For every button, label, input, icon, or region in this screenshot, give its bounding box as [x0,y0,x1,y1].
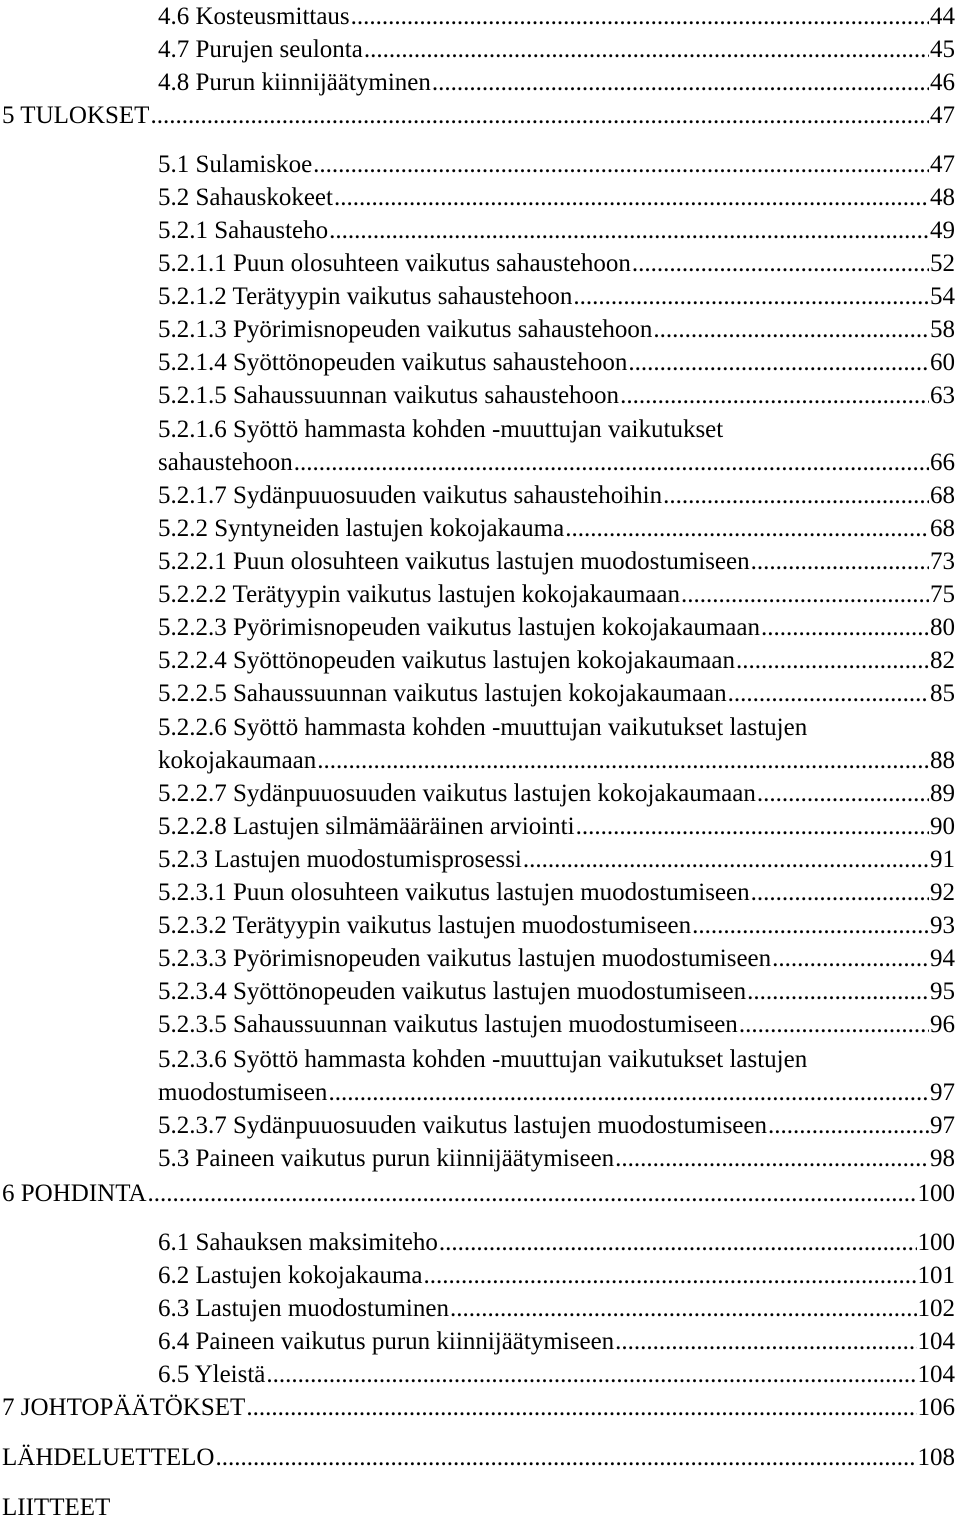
toc-entry-title: 6.5 Yleistä [158,1361,266,1388]
toc-page-number: 58 [930,316,955,343]
dot-leader [620,379,929,412]
toc-entry-title: 5.2.2.6 Syöttö hammasta kohden -muuttujan vaikutukset lastujen [158,714,808,741]
toc-section-entry[interactable] [158,611,955,644]
toc-entry-line [158,677,955,710]
toc-page-number: 89 [930,780,955,807]
toc-entry-title: 5.2.3 Lastujen muodostumisprosessi [158,846,522,873]
toc-entry-title: 6.3 Lastujen muodostuminen [158,1295,449,1322]
toc-page-number: 52 [930,250,955,277]
dot-leader [751,876,929,909]
toc-entry-title: 5.2.3.1 Puun olosuhteen vaikutus lastujen muodostumiseen [158,879,750,906]
toc-entry-line [158,1109,955,1142]
dot-leader [150,99,929,132]
dot-leader [751,545,929,578]
dot-leader [266,1358,916,1391]
toc-page-number: 108 [917,1444,955,1471]
toc-entry-line [158,0,955,33]
toc-section-entry[interactable] [158,876,955,909]
toc-entry-line [158,843,955,876]
toc-entry-line [158,909,955,942]
toc-entry-line [158,214,955,247]
toc-entry-title: 5.2.1.1 Puun olosuhteen vaikutus sahaustehoon [158,250,631,277]
toc-page-number: 85 [930,680,955,707]
toc-entry-title: 4.7 Purujen seulonta [158,36,363,63]
toc-entry-title: 5.2.2.4 Syöttönopeuden vaikutus lastujen kokojakaumaan [158,647,735,674]
toc-page-number: 92 [930,879,955,906]
toc-entry-line [158,1325,955,1358]
dot-leader [294,446,929,479]
toc-entry-title: 5.2.1 Sahausteho [158,217,329,244]
toc-section-entry[interactable] [158,909,955,942]
toc-entry-line [158,280,955,313]
toc-entry-line [158,1142,955,1175]
dot-leader [313,148,929,181]
dot-leader [246,1391,916,1424]
toc-entry-line [158,479,955,512]
toc-page-number: 88 [930,747,955,774]
toc-entry-title: 5.3 Paineen vaikutus purun kiinnijäätymiseen [158,1145,615,1172]
toc-section-entry[interactable] [158,644,955,677]
toc-section-entry[interactable] [158,1259,955,1292]
toc-page-number: 104 [917,1328,955,1355]
toc-entry-title: 6.2 Lastujen kokojakauma [158,1262,423,1289]
toc-chapter-entry[interactable] [2,1391,955,1424]
dot-leader [653,313,929,346]
dot-leader [663,479,929,512]
toc-section-entry[interactable] [158,181,955,214]
toc-entry-title: 5.2.3.7 Sydänpuuosuuden vaikutus lastujen muodostumiseen [158,1112,767,1139]
toc-page-number: 80 [930,614,955,641]
toc-entry-title: 5.2 Sahauskokeet [158,184,333,211]
dot-leader [615,1325,916,1358]
toc-entry-line [158,975,955,1008]
toc-section-entry[interactable] [158,247,955,280]
toc-entry-line [158,148,955,181]
toc-entry-title: 5.2.2.1 Puun olosuhteen vaikutus lastujen muodostumiseen [158,548,750,575]
toc-entry-line [2,1177,955,1210]
toc-entry-title: 5.1 Sulamiskoe [158,151,313,178]
toc-page-number: 95 [930,978,955,1005]
toc-entry-title: LÄHDELUETTELO [2,1444,215,1471]
toc-section-entry[interactable] [158,1292,955,1325]
toc-section-entry[interactable] [158,1358,955,1391]
dot-leader [432,66,929,99]
toc-entry-line [158,512,955,545]
toc-page-number: 60 [930,349,955,376]
toc-entry-line [158,379,955,412]
toc-entry-line [158,1226,955,1259]
toc-entry-title: 5.2.1.3 Pyörimisnopeuden vaikutus sahaustehoon [158,316,653,343]
toc-entry-leader-line [158,744,955,777]
toc-entry-line [158,346,955,379]
toc-entry-line [158,644,955,677]
dot-leader [565,512,929,545]
dot-leader [351,0,929,33]
toc-entry-title: 5.2.2.5 Sahaussuunnan vaikutus lastujen kokojakaumaan [158,680,727,707]
toc-page-number: 97 [930,1079,955,1106]
toc-chapter-entry[interactable] [2,1491,955,1524]
toc-entry-title: 5.2.3.6 Syöttö hammasta kohden -muuttujan vaikutukset lastujen [158,1046,808,1073]
toc-section-entry[interactable] [158,545,955,578]
toc-entry-line [158,33,955,66]
toc-entry-line [158,247,955,280]
toc-entry-line [158,810,955,843]
dot-leader [573,280,929,313]
dot-leader [736,644,929,677]
toc-section-entry[interactable] [158,66,955,99]
toc-entry-title: 6 POHDINTA [2,1180,147,1207]
toc-entry-title: 5.2.1.6 Syöttö hammasta kohden -muuttujan vaikutukset [158,416,724,443]
toc-page-number: 98 [930,1145,955,1172]
toc-entry-line [158,578,955,611]
toc-entry-title: 5.2.1.7 Sydänpuuosuuden vaikutus sahaustehoihin [158,482,663,509]
dot-leader [768,1109,929,1142]
toc-entry-title: 4.6 Kosteusmittaus [158,3,350,30]
toc-section-entry[interactable] [158,379,955,412]
toc-entry-title: 5.2.2.7 Sydänpuuosuuden vaikutus lastujen kokojakaumaan [158,780,756,807]
dot-leader [317,744,929,777]
toc-section-entry[interactable] [158,148,955,181]
toc-section-entry[interactable] [158,711,955,777]
toc-section-entry[interactable] [158,975,955,1008]
toc-entry-title: 5.2.2.3 Pyörimisnopeuden vaikutus lastujen kokojakaumaan [158,614,760,641]
toc-page-number: 47 [930,151,955,178]
dot-leader [615,1142,929,1175]
toc-entry-title: 5.2.2.2 Terätyypin vaikutus lastujen kokojakaumaan [158,581,680,608]
toc-entry-title: 5.2.1.4 Syöttönopeuden vaikutus sahaustehoon [158,349,628,376]
toc-page-number: 94 [930,945,955,972]
toc-entry-line [2,99,955,132]
toc-entry-title-continuation: sahaustehoon [158,449,293,476]
toc-page-number: 104 [917,1361,955,1388]
toc-section-entry[interactable] [158,512,955,545]
toc-entry-line [158,942,955,975]
toc-page-number: 49 [930,217,955,244]
toc-entry-title-continuation: muodostumiseen [158,1079,328,1106]
toc-page-number: 100 [917,1229,955,1256]
dot-leader [148,1177,917,1210]
dot-leader [424,1259,917,1292]
toc-page-number: 46 [930,69,955,96]
toc-section-entry[interactable] [158,1043,955,1109]
toc-page-number: 63 [930,382,955,409]
dot-leader [576,810,929,843]
toc-entry-title: 5.2.3.4 Syöttönopeuden vaikutus lastujen muodostumiseen [158,978,747,1005]
toc-entry-line [158,611,955,644]
toc-entry-title: 5.2.1.2 Terätyypin vaikutus sahaustehoon [158,283,573,310]
toc-entry-line [2,1391,955,1424]
toc-section-entry[interactable] [158,777,955,810]
dot-leader [739,1008,929,1041]
toc-entry-line [158,1292,955,1325]
toc-section-entry[interactable] [158,0,955,33]
toc-entry-title: 5.2.3.5 Sahaussuunnan vaikutus lastujen muodostumiseen [158,1011,738,1038]
dot-leader [692,909,929,942]
toc-section-entry[interactable] [158,578,955,611]
toc-section-entry[interactable] [158,413,955,479]
toc-section-entry[interactable] [158,313,955,346]
toc-page-number: 90 [930,813,955,840]
toc-entry-title: LIITTEET [2,1494,111,1521]
dot-leader [334,181,929,214]
dot-leader [681,578,929,611]
toc-section-entry[interactable] [158,843,955,876]
toc-entry-line [158,1008,955,1041]
toc-entry-title: 6.1 Sahauksen maksimiteho [158,1229,438,1256]
toc-section-entry[interactable] [158,1008,955,1041]
toc-entry-title: 5.2.3.3 Pyörimisnopeuden vaikutus lastujen muodostumiseen [158,945,772,972]
toc-section-entry[interactable] [158,479,955,512]
toc-page-number: 45 [930,36,955,63]
toc-entry-title: 5 TULOKSET [2,102,150,129]
toc-page-number: 66 [930,449,955,476]
toc-entry-title: 7 JOHTOPÄÄTÖKSET [2,1394,246,1421]
toc-entry-title-continuation: kokojakaumaan [158,747,317,774]
toc-page-number: 73 [930,548,955,575]
toc-section-entry[interactable] [158,677,955,710]
toc-entry-leader-line [158,446,955,479]
toc-page-number: 47 [930,102,955,129]
dot-leader [439,1226,917,1259]
dot-leader [757,777,929,810]
toc-entry-title: 5.2.1.5 Sahaussuunnan vaikutus sahaustehoon [158,382,620,409]
dot-leader [761,611,929,644]
toc-entry-title-line [158,711,955,744]
dot-leader [215,1441,916,1474]
toc-entry-title: 5.2.2 Syntyneiden lastujen kokojakauma [158,515,565,542]
toc-page-number: 96 [930,1011,955,1038]
toc-section-entry[interactable] [158,810,955,843]
toc-entry-title-line [158,413,955,446]
toc-entry-line [158,313,955,346]
toc-section-entry[interactable] [158,33,955,66]
toc-entry-title: 5.2.2.8 Lastujen silmämääräinen arviointi [158,813,575,840]
dot-leader [328,1076,929,1109]
dot-leader [523,843,929,876]
dot-leader [632,247,929,280]
toc-page-number: 102 [917,1295,955,1322]
dot-leader [364,33,929,66]
toc-section-entry[interactable] [158,942,955,975]
toc-page-number: 97 [930,1112,955,1139]
toc-page-number: 100 [917,1180,955,1207]
toc-entry-line [158,876,955,909]
toc-section-entry[interactable] [158,1325,955,1358]
toc-entry-title: 5.2.3.2 Terätyypin vaikutus lastujen muodostumiseen [158,912,692,939]
toc-page-number: 44 [930,3,955,30]
dot-leader [772,942,929,975]
toc-section-entry[interactable] [158,214,955,247]
toc-section-entry[interactable] [158,1142,955,1175]
toc-chapter-entry[interactable] [2,99,955,132]
toc-page-number: 101 [917,1262,955,1289]
toc-section-entry[interactable] [158,280,955,313]
toc-entry-line [158,777,955,810]
toc-page-number: 48 [930,184,955,211]
toc-entry-title: 6.4 Paineen vaikutus purun kiinnijäätymiseen [158,1328,615,1355]
toc-page-number: 75 [930,581,955,608]
dot-leader [450,1292,917,1325]
toc-page-number: 106 [917,1394,955,1421]
dot-leader [747,975,929,1008]
toc-entry-line [2,1441,955,1474]
toc-entry-line [158,1358,955,1391]
toc-page-number: 68 [930,482,955,509]
toc-section-entry[interactable] [158,1226,955,1259]
toc-entry-title-line [158,1043,955,1076]
toc-entry-title: 4.8 Purun kiinnijäätyminen [158,69,431,96]
dot-leader [728,677,929,710]
toc-page-number: 82 [930,647,955,674]
toc-entry-leader-line [158,1076,955,1109]
toc-section-entry[interactable] [158,1109,955,1142]
toc-entry-line [158,1259,955,1292]
toc-entry-line [2,1491,955,1524]
toc-page-number: 68 [930,515,955,542]
toc-chapter-entry[interactable] [2,1177,955,1210]
toc-page-number: 54 [930,283,955,310]
toc-section-entry[interactable] [158,346,955,379]
toc-entry-line [158,66,955,99]
toc-entry-line [158,545,955,578]
dot-leader [329,214,929,247]
toc-entry-line [158,181,955,214]
dot-leader [628,346,929,379]
toc-page-number: 91 [930,846,955,873]
toc-chapter-entry[interactable] [2,1441,955,1474]
toc-page-number: 93 [930,912,955,939]
